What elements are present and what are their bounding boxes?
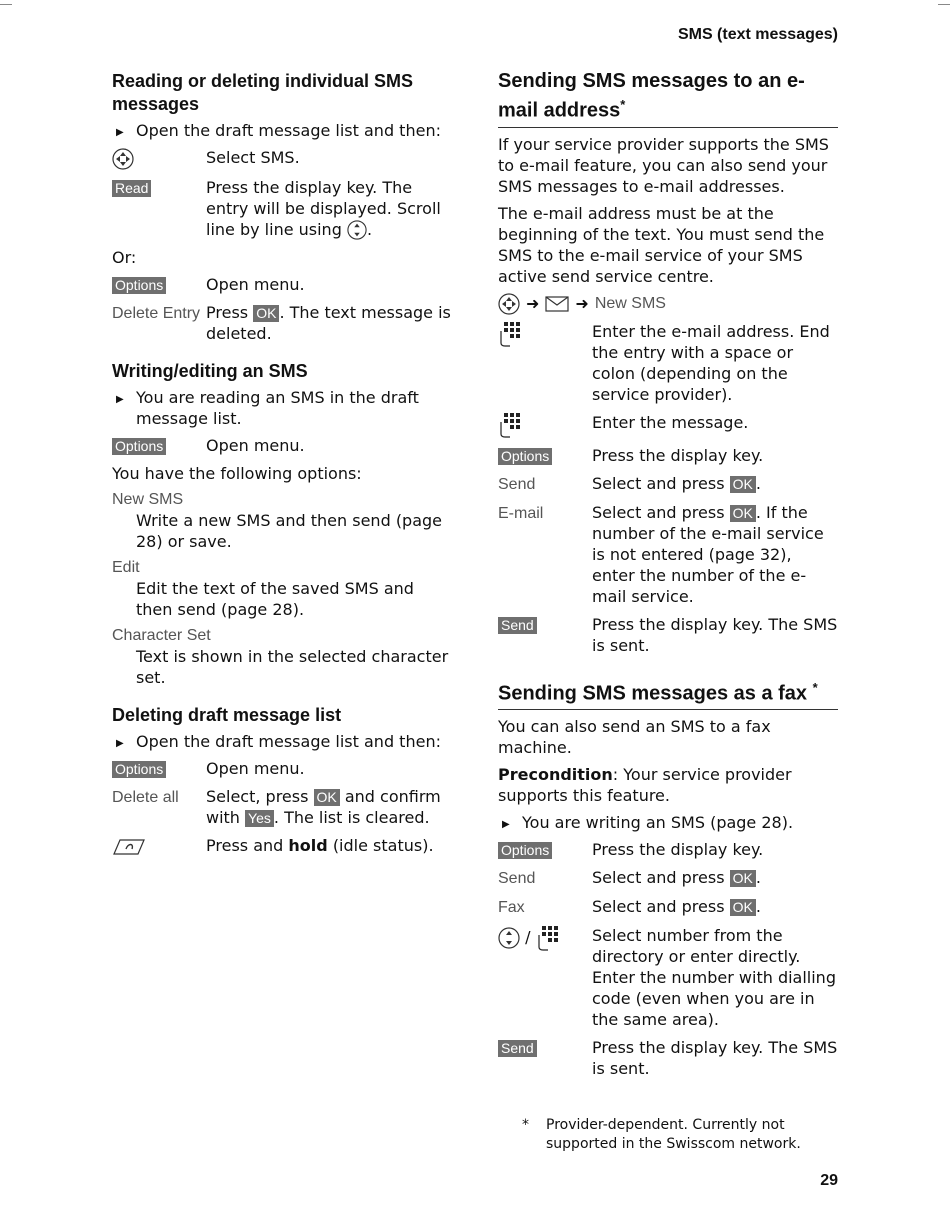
crop-mark-left [0, 0, 12, 5]
options-softkey[interactable]: Options [112, 438, 166, 455]
options-softkey[interactable]: Options [112, 761, 166, 778]
instruction-bullet: ▶ Open the draft message list and then: [112, 731, 452, 752]
control-key-icon [112, 148, 134, 170]
option-description: Edit the text of the saved SMS and then send (page 28). [136, 579, 414, 619]
send-menu-item[interactable]: Send [498, 870, 536, 888]
step-row: Enter the e-mail address. End the entry with a space or colon (depending on the service provider). [498, 321, 838, 405]
ok-softkey[interactable]: OK [730, 476, 756, 493]
section-title-deleting-list: Deleting draft message list [112, 705, 342, 725]
right-column [498, 70, 838, 1086]
section-title-sms-as-fax: Sending SMS messages as a fax * [498, 676, 838, 711]
option-new-sms[interactable]: New SMS [112, 491, 184, 508]
option-description: Text is shown in the selected character set. [136, 647, 449, 687]
step-row: / Select number from the directory or enter directly. Enter the number with dialling code (even when you are in the same area). [498, 925, 838, 1030]
step-row: Send Press the display key. The SMS is sent. [498, 1037, 838, 1079]
ok-softkey[interactable]: OK [730, 899, 756, 916]
ok-softkey[interactable]: OK [730, 505, 756, 522]
section-title-reading-deleting: Reading or deleting individual SMS messages [112, 71, 414, 114]
step-row: Options Open menu. [112, 274, 452, 295]
left-column [112, 70, 452, 864]
paragraph: If your service provider supports the SMS to e-mail feature, you can also send your SMS messages to e-mail addresses. [498, 134, 829, 196]
end-call-key-icon[interactable] [112, 837, 146, 857]
send-softkey[interactable]: Send [498, 617, 537, 634]
or-text: Or: [112, 248, 137, 267]
delete-entry-menu-item[interactable]: Delete Entry [112, 305, 201, 322]
control-key-icon [347, 220, 367, 240]
arrow-right-icon: ➜ [526, 294, 540, 314]
options-softkey[interactable]: Options [498, 842, 552, 859]
fax-menu-item[interactable]: Fax [498, 899, 525, 917]
step-row: Select SMS. [112, 147, 452, 170]
step-row: Delete all Select, press OK and confirm with Yes . The list is cleared. [112, 787, 441, 827]
step-row: Send Select and press OK . [498, 473, 761, 493]
running-header: SMS (text messages) [677, 26, 838, 43]
send-menu-item[interactable]: Send [498, 475, 536, 493]
options-intro: You have the following options: [112, 464, 362, 483]
step-row: Options Press the display key. [498, 839, 838, 860]
instruction-bullet: ▶ You are writing an SMS (page 28). [498, 812, 838, 833]
step-row: Fax Select and press OK . [498, 897, 761, 917]
crop-mark-right [938, 0, 950, 5]
envelope-icon [545, 296, 569, 312]
email-menu-item[interactable]: E-mail [498, 504, 544, 522]
step-row: Read Press the display key. The entry will be displayed. Scroll line by line using . [112, 177, 452, 241]
ok-softkey[interactable]: OK [730, 870, 756, 887]
menu-path [498, 293, 838, 315]
step-row: Press and hold (idle status). [112, 835, 452, 857]
step-row: Send Select and press OK . [498, 868, 761, 888]
step-row: Delete Entry Press OK . The text message is deleted. [112, 303, 451, 343]
step-row: Send Press the display key. The SMS is sent. [498, 614, 838, 656]
control-key-icon [498, 293, 520, 315]
yes-softkey[interactable]: Yes [245, 810, 274, 827]
step-row: Options Press the display key. [498, 445, 838, 466]
step-row: Options Open menu. [112, 435, 452, 456]
paragraph: You can also send an SMS to a fax machine. [498, 717, 771, 758]
delete-all-menu-item[interactable]: Delete all [112, 789, 179, 806]
ok-softkey[interactable]: OK [253, 305, 279, 322]
option-description: Write a new SMS and then send (page 28) or save. [136, 511, 443, 551]
section-title-writing-editing: Writing/editing an SMS [112, 361, 308, 381]
ok-softkey[interactable]: OK [314, 789, 340, 806]
keypad-icon [498, 321, 524, 347]
new-sms-menu-item[interactable]: New SMS [594, 294, 666, 312]
keypad-icon [536, 925, 562, 951]
step-row: Enter the message. [498, 412, 838, 438]
options-softkey[interactable]: Options [112, 277, 166, 294]
option-character-set[interactable]: Character Set [112, 627, 211, 644]
step-row: Options Open menu. [112, 758, 452, 779]
page-number: 29 [820, 1172, 838, 1189]
paragraph: The e-mail address must be at the beginning of the text. You must send the SMS to the e-mail service of your SMS active send service centre. [498, 203, 825, 286]
control-key-icon [498, 927, 520, 949]
option-edit[interactable]: Edit [112, 559, 140, 576]
precondition-paragraph: Precondition: Your service provider supports this feature. [498, 765, 792, 806]
step-row: E-mail Select and press OK . If the number of the e-mail service is not entered (page 32), enter the number of the e-mail service. [498, 502, 824, 606]
instruction-bullet: ▶ Open the draft message list and then: [112, 120, 452, 141]
options-softkey[interactable]: Options [498, 448, 552, 465]
keypad-icon [498, 412, 524, 438]
footnote: * Provider-dependent. Currently not supported in the Swisscom network. [522, 1117, 801, 1152]
send-softkey[interactable]: Send [498, 1040, 537, 1057]
arrow-right-icon: ➜ [575, 294, 589, 314]
read-softkey[interactable]: Read [112, 180, 151, 197]
section-title-sms-to-email: Sending SMS messages to an e-mail address* [498, 70, 838, 128]
instruction-bullet: ▶ You are reading an SMS in the draft message list. [112, 387, 452, 429]
